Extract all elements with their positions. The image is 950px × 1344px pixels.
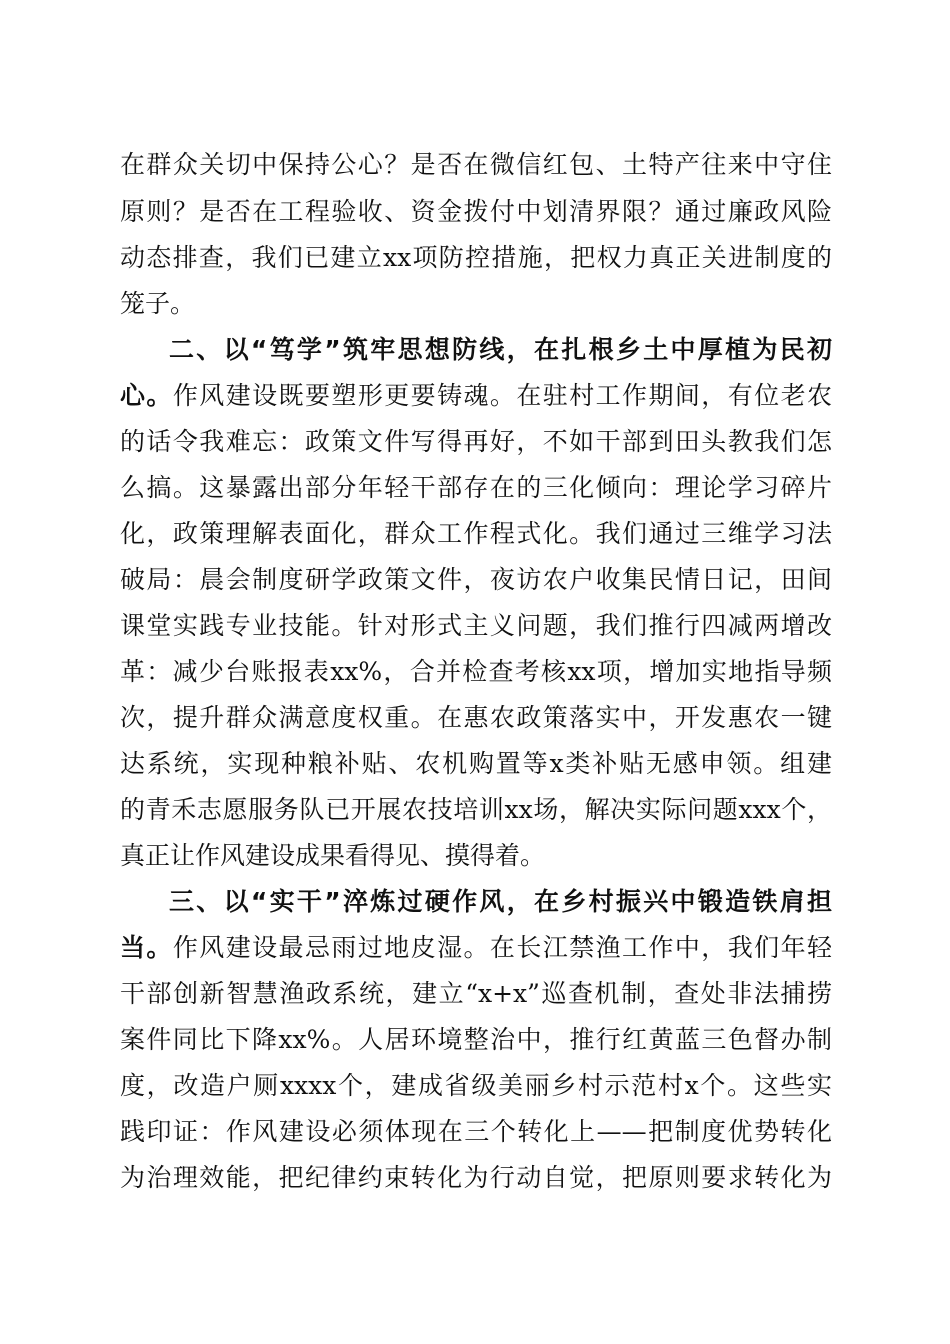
body-text-fragment: 作风建设最忌雨过地皮湿。在长江禁渔工作中，我们年轻 bbox=[172, 933, 832, 962]
body-text-line: 真正让作风建设成果看得见、摸得着。 bbox=[120, 841, 546, 870]
body-text-line: 达系统，实现种粮补贴、农机购置等x类补贴无感申领。组建 bbox=[120, 749, 832, 778]
body-text-line: 原则？是否在工程验收、资金拨付中划清界限？通过廉政风险 bbox=[120, 197, 832, 226]
body-text-line: 为治理效能，把纪律约束转化为行动自觉，把原则要求转化为 bbox=[120, 1163, 832, 1192]
section-heading-tail: 当。 bbox=[120, 933, 173, 962]
body-text-line: 度，改造户厕xxxx个，建成省级美丽乡村示范村x个。这些实 bbox=[120, 1071, 832, 1100]
body-text-line: 次，提升群众满意度权重。在惠农政策落实中，开发惠农一键 bbox=[120, 703, 832, 732]
section-heading: 三、以“实干”淬炼过硬作风，在乡村振兴中锻造铁肩担 bbox=[169, 887, 832, 916]
body-text-line: 革：减少台账报表xx%，合并检查考核xx项，增加实地指导频 bbox=[120, 657, 832, 686]
body-text-line: 在群众关切中保持公心？是否在微信红包、土特产往来中守住 bbox=[120, 150, 832, 179]
body-text-fragment: 作风建设既要塑形更要铸魂。在驻村工作期间，有位老农 bbox=[172, 381, 832, 410]
body-text-line: 的话令我难忘：政策文件写得再好，不如干部到田头教我们怎 bbox=[120, 427, 832, 456]
body-text-line: 动态排查，我们已建立xx项防控措施，把权力真正关进制度的 bbox=[120, 243, 832, 272]
section-heading-continued bbox=[120, 376, 832, 417]
section-heading: 二、以“笃学”筑牢思想防线，在扎根乡土中厚植为民初 bbox=[169, 335, 832, 364]
body-text-line: 干部创新智慧渔政系统，建立“x+x”巡查机制，查处非法捕捞 bbox=[120, 979, 832, 1008]
body-text-line: 课堂实践专业技能。针对形式主义问题，我们推行四减两增改 bbox=[120, 611, 832, 640]
body-text-line: 破局：晨会制度研学政策文件，夜访农户收集民情日记，田间 bbox=[120, 565, 832, 594]
body-text-line: 化，政策理解表面化，群众工作程式化。我们通过三维学习法 bbox=[120, 519, 832, 548]
section-heading-tail: 心。 bbox=[120, 381, 173, 410]
body-text-line: 笼子。 bbox=[120, 289, 196, 318]
body-text-line: 践印证：作风建设必须体现在三个转化上——把制度优势转化 bbox=[120, 1117, 832, 1146]
body-text-line: 的青禾志愿服务队已开展农技培训xx场，解决实际问题xxx个， bbox=[120, 795, 832, 824]
section-heading-continued bbox=[120, 928, 832, 969]
body-text-line: 么搞。这暴露出部分年轻干部存在的三化倾向：理论学习碎片 bbox=[120, 473, 832, 502]
body-text-line: 案件同比下降xx%。人居环境整治中，推行红黄蓝三色督办制 bbox=[120, 1025, 832, 1054]
